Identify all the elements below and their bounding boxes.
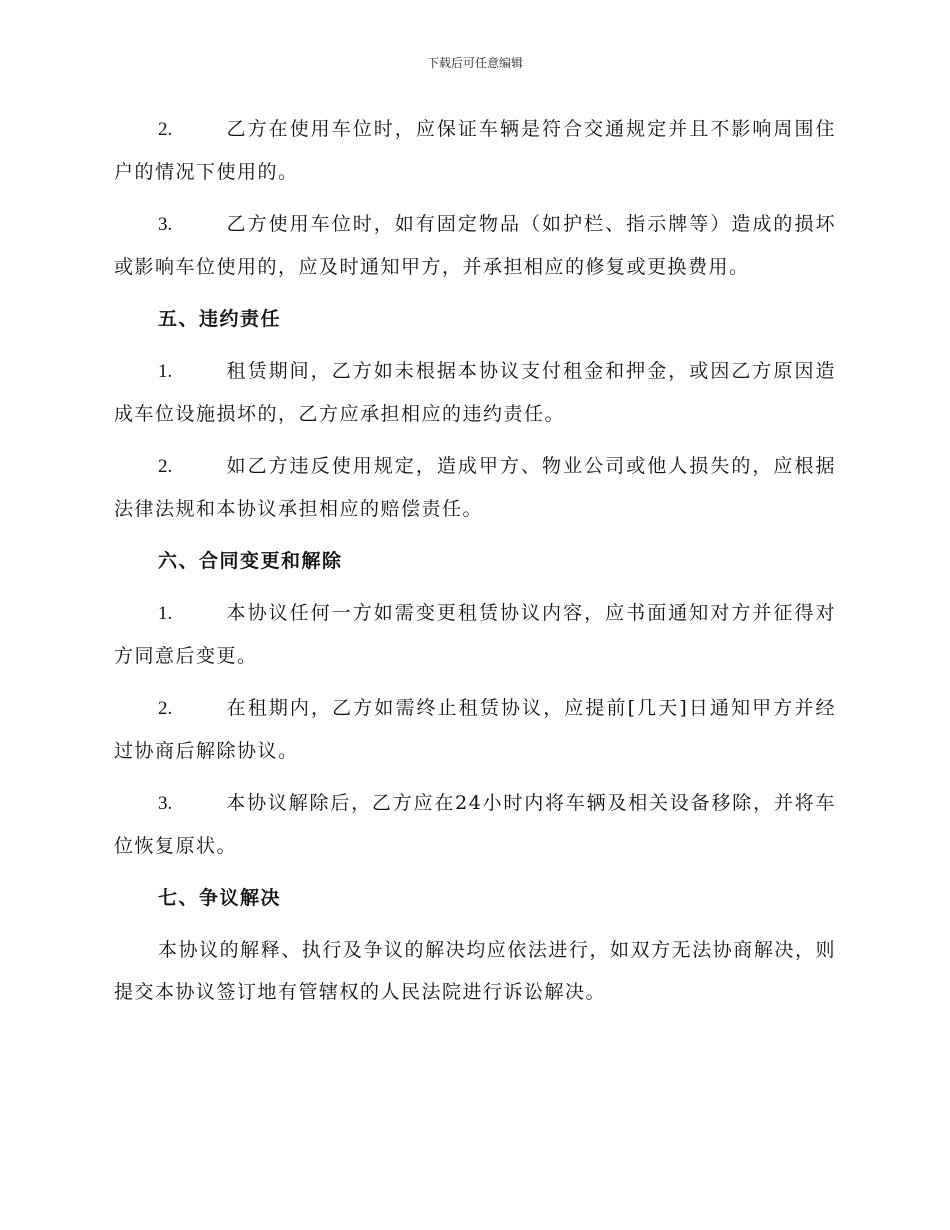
clause-item [114, 350, 836, 435]
section-heading: 六、合同变更和解除 [158, 550, 343, 572]
clause-number: 3. [158, 793, 173, 814]
document-body [114, 108, 836, 1013]
clause-text: 如乙方违反使用规定，造成甲方、物业公司或他人损失的，应根据法律法规和本协议承担相应的赔偿责任。 [114, 455, 836, 520]
section-heading: 五、违约责任 [158, 308, 282, 330]
clause-number: 2. [158, 119, 173, 140]
clause-text: 租赁期间，乙方如未根据本协议支付租金和押金，或因乙方原因造成车位设施损坏的，乙方应承担相应的违约责任。 [114, 360, 836, 425]
clause-item [114, 108, 836, 193]
clause-number: 1. [158, 603, 173, 624]
page-header: 下载后可任意编辑 [426, 56, 523, 70]
section-heading: 七、争议解决 [158, 887, 282, 909]
clause-number: 1. [158, 361, 173, 382]
clause-text: 本协议解除后，乙方应在24小时内将车辆及相关设备移除，并将车位恢复原状。 [114, 792, 836, 857]
clause-text: 本协议任何一方如需变更租赁协议内容，应书面通知对方并征得对方同意后变更。 [114, 602, 836, 667]
clause-item [114, 445, 836, 530]
clause-item [114, 687, 836, 772]
clause-text: 在租期内，乙方如需终止租赁协议，应提前[几天]日通知甲方并经过协商后解除协议。 [114, 697, 836, 762]
clause-number: 2. [158, 698, 173, 719]
clause-text: 乙方使用车位时，如有固定物品（如护栏、指示牌等）造成的损坏或影响车位使用的，应及时通知甲方，并承担相应的修复或更换费用。 [114, 213, 836, 278]
clause-item [114, 592, 836, 677]
clause-item [114, 203, 836, 288]
clause-paragraph: 本协议的解释、执行及争议的解决均应依法进行，如双方无法协商解决，则提交本协议签订地有管辖权的人民法院进行诉讼解决。 [114, 939, 836, 1003]
clause-text: 乙方在使用车位时，应保证车辆是符合交通规定并且不影响周围住户的情况下使用的。 [114, 118, 836, 183]
clause-item [114, 782, 836, 867]
clause-number: 3. [158, 214, 173, 235]
clause-number: 2. [158, 456, 173, 477]
